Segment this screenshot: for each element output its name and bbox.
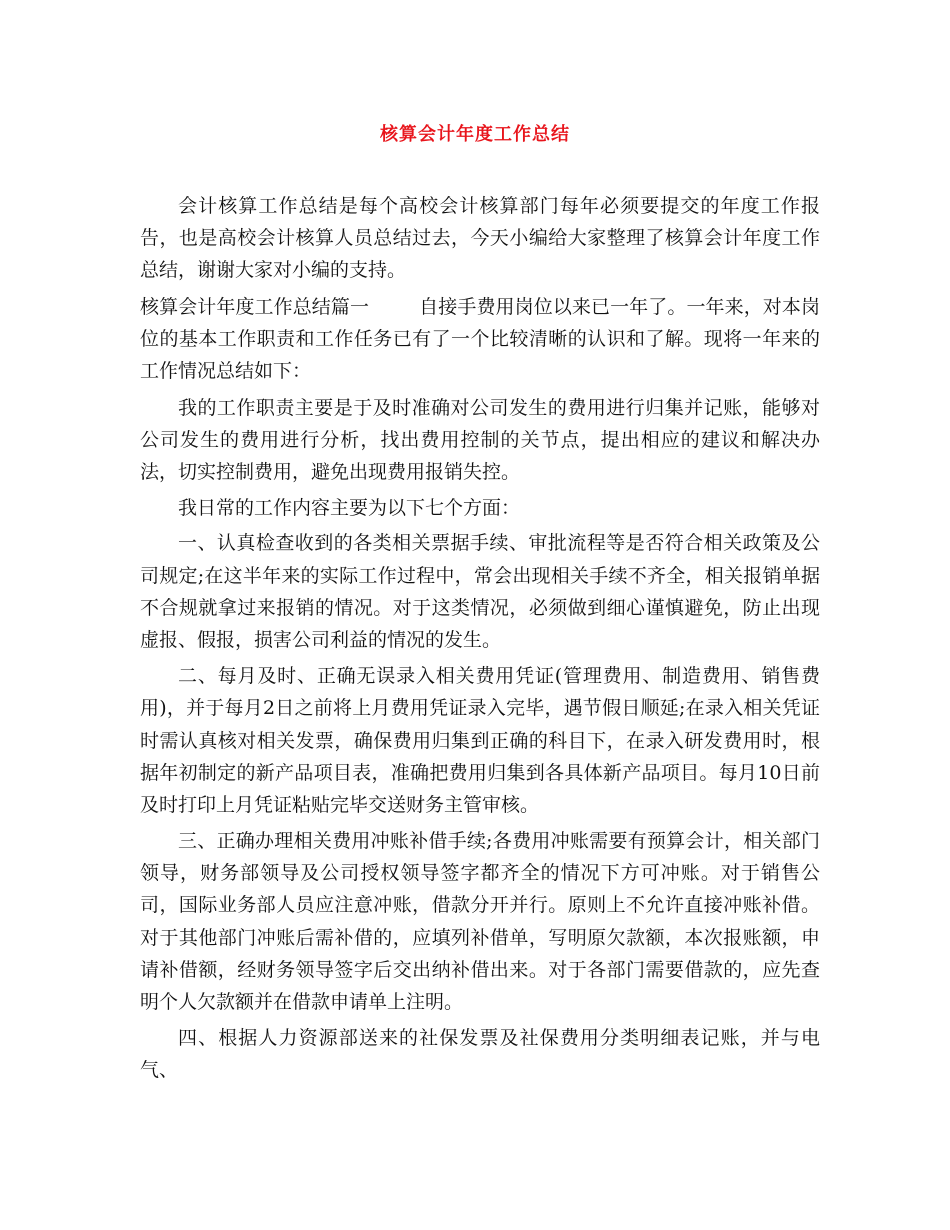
content-list-intro: 我日常的工作内容主要为以下七个方面： — [178, 497, 521, 520]
section-lead: 自接手费用岗位以来已一年了。一年来，对本岗位的基本工作职责和工作任务已有了一个比较清晰的认识和了解。现将一年来的工作情况总结如下： — [140, 295, 820, 382]
item-three-paragraph: 三、正确办理相关费用冲账补借手续;各费用冲账需要有预算会计，相关部门领导，财务部领导及公司授权领导签字都齐全的情况下方可冲账。对于销售公司，国际业务部人员应注意冲账，借款分开并行。原则上不允许直接冲账补借。对于其他部门冲账后需补借的，应填列补借单，写明原欠款额，本次报账额，申请补借额，经财务领导签字后交出纳补借出来。对于各部门需要借款的，应先查明个人欠款额并在借款申请单上注明。 — [140, 830, 820, 1013]
section-heading: 核算会计年度工作总结篇一 — [140, 295, 370, 318]
document-title: 核算会计年度工作总结 — [380, 124, 570, 145]
section-paragraph — [140, 291, 820, 387]
document-body — [140, 190, 820, 1091]
item-two-paragraph: 二、每月及时、正确无误录入相关费用凭证(管理费用、制造费用、销售费用)，并于每月2日之前将上月费用凭证录入完毕，遇节假日顺延;在录入相关凭证时需认真核对相关发票，确保费用归集到正确的科目下，在录入研发费用时，根据年初制定的新产品项目表，准确把费用归集到各具体新产品项目。每月10日前及时打印上月凭证粘贴完毕交送财务主管审核。 — [140, 665, 820, 816]
duty-paragraph: 我的工作职责主要是于及时准确对公司发生的费用进行归集并记账，能够对公司发生的费用进行分析，找出费用控制的关节点，提出相应的建议和解决办法，切实控制费用，避免出现费用报销失控。 — [140, 396, 820, 483]
item-one-paragraph: 一、认真检查收到的各类相关票据手续、审批流程等是否符合相关政策及公司规定;在这半年来的实际工作过程中，常会出现相关手续不齐全，相关报销单据不合规就拿过来报销的情况。对于这类情况，必须做到细心谨慎避免，防止出现虚报、假报，损害公司利益的情况的发生。 — [140, 532, 820, 651]
item-four-paragraph: 四、根据人力资源部送来的社保发票及社保费用分类明细表记账，并与电气、 — [140, 1027, 820, 1082]
intro-paragraph: 会计核算工作总结是每个高校会计核算部门每年必须要提交的年度工作报告，也是高校会计核算人员总结过去，今天小编给大家整理了核算会计年度工作总结，谢谢大家对小编的支持。 — [140, 195, 820, 282]
